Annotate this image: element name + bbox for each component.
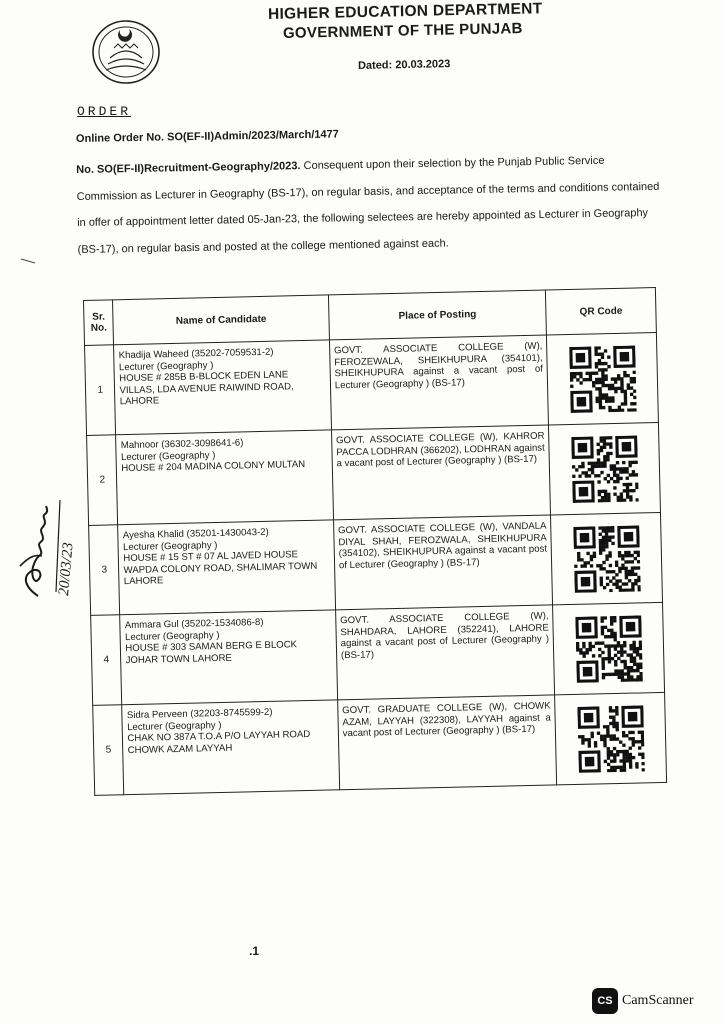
cell-sr: 2 [87,435,118,526]
margin-mark [20,258,36,264]
cell-qr [555,692,667,784]
order-heading: ORDER [77,104,132,119]
candidate-address: HOUSE # 15 ST # 07 AL JAVED HOUSE WAPDA COLONY ROAD, SHALIMAR TOWN LAHORE [123,549,318,588]
candidate-address: CHAK NO 387A T.O.A P/O LAYYAH ROAD CHOWK AZAM LAYYAH [127,728,311,756]
header-qr: QR Code [546,288,657,335]
candidate-designation: Lecturer (Geography ) [118,359,214,373]
header-place: Place of Posting [328,290,546,340]
cell-candidate [114,340,331,435]
cell-place: GOVT. GRADUATE COLLEGE (W), CHOWK AZAM, LAYYAH (322308), LAYYAH against a vacant post of Lecturer (Geography ) (BS-17) [337,695,556,790]
candidate-designation: Lecturer (Geography ) [124,629,220,643]
cell-place: GOVT. ASSOCIATE COLLEGE (W), KAHROR PACCA LODHRAN (366202), LODHRAN against a vacant post of Lecturer (Geography ) (BS-17) [331,425,550,520]
candidate-name: Sidra Perveen (32203-8745599-2) [126,706,273,722]
page-mark: .1 [249,944,260,958]
table-row [89,512,663,615]
qr-code-icon[interactable] [569,345,636,412]
camscanner-name: CamScanner [622,993,694,1008]
order-body-text: Consequent upon their selection by the Punjab Public Service Commission as Lecturer in Geography (BS-17), on regular basis, and acceptance of the terms and conditions contained in offer of appointment letter dated 05-Jan-23, the following selectees are hereby appointed as Lecturer in Geography (BS-17), on regular basis and posted at the college mentioned against each. [76,154,660,256]
qr-code-icon[interactable] [577,705,644,772]
cell-candidate [118,520,335,615]
candidate-address: HOUSE # 204 MADINA COLONY MULTAN [121,459,306,475]
table-row [87,422,661,525]
camscanner-badge [592,988,694,1014]
candidate-name: Mahnoor (36302-3098641-6) [120,437,244,452]
candidate-address: HOUSE # 285B B-BLOCK EDEN LANE VILLAS, LDA AVENUE RAIWIND ROAD, LAHORE [119,369,294,408]
cell-candidate [122,700,339,795]
candidate-name: Ayesha Khalid (35201-1430043-2) [122,526,269,542]
signature-date: 20/03/23 [56,541,77,597]
qr-code-icon[interactable] [571,435,638,502]
candidate-name: Ammara Gul (35202-1534086-8) [124,616,264,632]
cell-qr [549,422,661,514]
cell-sr: 5 [93,705,124,796]
qr-code-icon[interactable] [575,615,642,682]
candidate-designation: Lecturer (Geography ) [127,719,222,733]
online-order-number: Online Order No. SO(EF-II)Admin/2023/March/1477 [75,128,339,145]
order-body [76,147,663,263]
cell-candidate [116,430,333,525]
order-date: Dated: 20.03.2023 [357,58,451,72]
camscanner-logo-icon: CS [592,988,618,1014]
appointments-table-wrapper [83,287,667,796]
candidate-name: Khadija Waheed (35202-7059531-2) [118,346,274,362]
cell-candidate [120,610,337,705]
header-name: Name of Candidate [113,295,329,345]
qr-code-icon[interactable] [573,525,640,592]
cell-place: GOVT. ASSOCIATE COLLEGE (W), VANDALA DIYAL SHAH, FEROZWALA, SHEIKHUPURA (354102), SHEIKHUPURA against a vacant post of Lecturer (Geography ) (BS-17) [333,515,552,610]
department-title: HIGHER EDUCATION DEPARTMENT [267,0,543,23]
punjab-government-seal-icon [90,18,162,86]
candidate-designation: Lecturer (Geography ) [120,449,216,463]
government-title: GOVERNMENT OF THE PUNJAB [282,19,523,42]
cell-qr [547,332,659,424]
cell-qr [553,602,665,694]
cell-sr: 1 [85,345,116,436]
candidate-designation: Lecturer (Geography ) [122,539,218,553]
reference-number: No. SO(EF-II)Recruitment-Geography/2023. [76,160,301,176]
table-row [93,692,667,795]
candidate-address: HOUSE # 303 SAMAN BERG E BLOCK JOHAR TOWN LAHORE [125,639,298,666]
cell-sr: 3 [89,525,120,616]
cell-place: GOVT. ASSOCIATE COLLEGE (W), SHAHDARA, LAHORE (352241), LAHORE against a vacant post of Lecturer (Geography ) (BS-17) [335,605,554,700]
table-row [85,332,659,435]
cell-place: GOVT. ASSOCIATE COLLEGE (W), FEROZEWALA, SHEIKHUPURA (354101), SHEIKHUPURA against a vacant post of Lecturer (Geography ) (BS-17) [329,335,548,430]
appointments-table [83,287,667,796]
header-sr-no: Sr. No. [84,300,114,346]
table-row [91,602,665,705]
handwritten-signature [8,488,78,603]
cell-sr: 4 [91,615,122,706]
cell-qr [551,512,663,604]
